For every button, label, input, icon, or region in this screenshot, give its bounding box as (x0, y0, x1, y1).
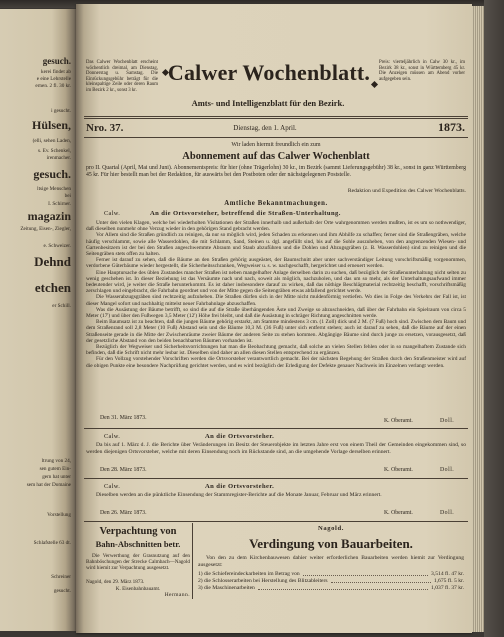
left-page-line: sem hat der Domaine (26, 482, 71, 488)
lease-office: K. Eisenbahnbauamt. (115, 586, 161, 592)
notice-date: Den 26. März 1873. (100, 510, 147, 516)
left-page (0, 9, 76, 631)
official-announcements-heading: Amtliche Bekanntmachungen. (224, 200, 328, 207)
notice-office: K. Oberamt. (384, 467, 413, 473)
left-page-line: gesuch. (42, 56, 71, 66)
notice-date: Den 28. März 1873. (100, 467, 147, 473)
notice-office: K. Oberamt. (384, 510, 413, 516)
left-page-line: Vorstellung (47, 512, 71, 518)
column-divider (192, 523, 193, 599)
leader-dots (258, 585, 428, 590)
notice-paragraph: Unter den vielen Klagen, welche bei wiederholten Visitationen der Straßen innerhalb und außerhalb der Orte wahrgenommen werden mußten, ist es um so nothwendiger, daß dieselben nunmehr ohne Verzug wieder in den gehörigen Stand gebracht werden. (86, 220, 466, 233)
tender-item (198, 578, 464, 585)
left-page-line: ltsige Menschen (37, 186, 71, 192)
newspaper-subtitle: Amts- und Intelligenzblatt für den Bezirk. (191, 98, 345, 108)
notice-office: K. Oberamt. (384, 418, 413, 424)
notice-signer: Doll. (440, 510, 455, 516)
lease-subtitle: Bahn-Abschnitten betr. (95, 539, 181, 549)
tender-item (198, 585, 464, 592)
left-page-line: Schreiner (51, 574, 71, 580)
notice-place: Calw. (104, 433, 121, 440)
tender-item-amount: 1,037 fl. 37 kr. (431, 585, 464, 591)
notice-title: An die Ortsvorsteher, betreffend die Straßen-Unterhaltung. (150, 210, 341, 217)
issue-number: Nro. 37. (86, 122, 124, 134)
notice-paragraph: Dieselben werden an die pünktliche Einsendung der Stammregister-Berichte auf die Monate Januar, Februar und März erinnert. (96, 492, 382, 498)
subscription-text: pro II. Quartal (April, Mai und Juni). Abonnementspreis: für hier (ohne Trägerlohn) 30 kr., im Bezirk (sammt Lieferungsgebühr) 38 kr., sonst in ganz Württemberg 45 kr. Für hier bestellt man bei der Redaktion, für auswärts bei den Postboten oder der nächstgelegenen Poststelle. (86, 165, 466, 178)
subscription-signature: Redaktion und Expedition des Calwer Wochenblatts. (347, 188, 466, 194)
notice-paragraph: Für den Vollzug vorstehender Vorschriften werden die Ortsvorsteher verantwortlich gemacht. Bei der nächsten Begehung der Straßen durch den Straßenmeister wird auf die obigen Punkte eine besondere Nachprüfung gerichtet werden, und es wird bezüglich der Erledigung der Defekte genauer Nachweis im Einzelnen verlangt werden. (86, 356, 466, 369)
tender-item-label: 1) die Schiefereindeckarbeiten im Betrag von (198, 571, 300, 577)
notice-signer: Doll. (440, 418, 455, 424)
tender-item-label: 3) die Maschinenarbeiten (198, 585, 255, 591)
left-page-line: gesuch. (33, 167, 71, 181)
notice-paragraph: Vor Allem sind die Straßen gründlich zu reinigen, da nur so möglich wird, jeden Schaden zu erkennen und ihm Abhilfe zu schaffen; ferner sind die Straßengräben, welche häufig verschlammt, sowie alle Wasserdohlen, die mit Schlamm, Sand, Steinen u. dgl. angefüllt sind, bis auf die Sohle auszuheben, von den angrenzenden Wiesen- und Gartenbesitzern ist der bei den Straßen angeschwemmte Abraum und Staub abzuführen und die Dohlen und Abzugsgräben (z. B. Wasserdohlen) sind zu reinigen und die Seitengräben stets offen zu halten. (86, 232, 466, 258)
left-page-line: (elli, sehen Laden, (32, 138, 71, 144)
rule (84, 478, 468, 479)
left-page-line: Schlafstelle 63 dt. (33, 540, 71, 546)
newspaper-title: Calwer Wochenblatt. (167, 60, 371, 85)
rule (84, 137, 468, 138)
left-page-line: e. Schweizer. (43, 243, 71, 249)
masthead-info-right: Preis: vierteljährlich in Calw 30 kr., im Bezirk 38 kr., sonst in Württemberg 45 kr. Die Anzeigen müssen am Abend vorher aufgegeben sein. (379, 60, 465, 82)
notice-paragraph: Da bis auf 1. März d. J. die Berichte über Veränderungen im Besitz der Steuerobjekte im letzten Jahre erst von einem Theil der Gemeinden eingekommen sind, so werden diejenigen Ortsvorsteher, welche mit deren Einsendung noch im Rückstande sind, an die umgehende Vorlage derselben erinnert. (86, 442, 466, 455)
rule (84, 118, 468, 119)
left-page-line: Hülsen, (31, 118, 71, 132)
tender-intro: Von den zu dem Kirchenbauwesen dahier weiter erforderlichen Bauarbeiten werden hiemit zur Verdingung ausgesetzt: (198, 555, 464, 568)
leader-dots (331, 578, 431, 583)
notice-paragraph: Was die Ausästung der Bäume betrifft, so sind die auf die Straße überhängenden Äste und Zweige so abzuschneiden, daß über der Fahrbahn ein Spielraum von circa 5 Meter (17') und über den Fußwegen 3,5 Meter (12') Höhe frei bleibt, und daß die Ausästung in schräger Richtung angeschnitten werde. (86, 306, 466, 320)
left-page-line: Zeitung, Eisen-, Ziegler, (20, 226, 71, 232)
notice-place: Calw. (104, 210, 121, 217)
masthead-info-left: Das Calwer Wochenblatt erscheint wöchentlich dreimal, am Dienstag, Donnerstag u. Samstag. Die Einrückungsgebühr beträgt für die kleinspaltige Zeile oder deren Raum im Bezirk 2 kr., sonst 3 kr. (86, 60, 158, 93)
tender-place: Nagold. (318, 525, 344, 532)
left-page-line: bei (64, 193, 71, 199)
lease-signer: Hermann. (164, 592, 190, 598)
left-page-line: er Schill. (52, 303, 71, 309)
left-page-line: i gesucht. (51, 108, 71, 114)
rule (84, 521, 468, 522)
left-page-line: e eine Lehrstelle (36, 76, 71, 82)
notice-signer: Doll. (440, 467, 455, 473)
left-page-line: s. Ev. Schenkel, (38, 148, 71, 154)
left-page-line: ltrung von 24, (41, 458, 71, 464)
tender-item-label: 2) die Schlosserarbeiten bei Herstellung des Blitzableiters (198, 578, 328, 584)
issue-date: Dienstag, den 1. April. (233, 124, 297, 132)
issue-year: 1873. (438, 120, 465, 134)
left-page-line: etchen (34, 280, 71, 295)
notice-paragraph: Bezüglich der Wegweiser und Sicherheitsvorrichtungen hat man die Beobachtung gemacht, daß solche an vielen Stellen fehlen oder in so mangelhaftem Zustande sich befinden, daß die Schrift nicht mehr lesbar ist. Dieselben sind daher an allen diesen Stellen entsprechend zu ergänzen. (86, 344, 466, 357)
tender-title: Verdingung von Bauarbeiten. (249, 536, 413, 551)
lease-title: Verpachtung von (99, 526, 177, 537)
leader-dots (303, 571, 428, 576)
notice-date: Den 31. März 1873. (100, 415, 147, 421)
tender-item (198, 571, 464, 578)
notice-paragraph: Eine Hauptursache des üblen Zustandes mancher Straßen ist neben mangelhafter Anlage derselben darin zu suchen, daß bezüglich der Straßenunterhaltung nicht selten zu wenig geschehen ist. In dieser Beziehung ist das Versäumte nach und nach, soweit als möglich, nachzuholen, und das um so mehr, als der Unterhaltungsaufwand immer bedeutender wird, je weiter die Straße herunterkommt. Es ist daher insbesondere darauf zu wirken, daß das nöthige Beschlägmaterial rechtzeitig beschafft, vorschriftsmäßig zerschlagen und eingebracht, die Fahrbahn geordnet und von der Mitte gegen die Seitengräben etwas abfallend gerichtet werde. (86, 269, 466, 295)
notice-paragraph: Die Wasserabzugsgräben sind rechtzeitig aufzuheben. Die Straßen dürfen sich in der Mitte nicht muldenförmig vertiefen. Wo dies in Folge des Verkehrs der Fall ist, ist dieser Mangel sofort und nachhaltig mittelst neuer Fahrbahnlage abzuschaffen. (86, 294, 466, 307)
left-page-line: ernen. 2 fl. 30 kr. (35, 83, 71, 89)
rule (84, 116, 468, 117)
left-page-line: magazin (27, 209, 71, 223)
left-page-line: gesucht. (53, 588, 71, 594)
left-page-line: irenmacher. (46, 155, 71, 161)
subscription-invite: Wir laden hiermit freundlich ein zum (231, 142, 321, 148)
notice-title: An die Ortsvorsteher. (205, 433, 275, 440)
book-background (484, 0, 504, 637)
left-page-line: I. Schirner. (48, 201, 71, 207)
notice-paragraph: Ferner ist darauf zu sehen, daß die Bäume an den Straßen gehörig ausgeästet, der Baumschnitt aber unter sachverständiger Leitung vorschriftsmäßig vorgenommen, verdorbene Güterbäume wieder hergestellt, die Sicherheitsschranken, Wegweiser u. s. w. nachgeschafft, hergerichtet und erneuert werden. (86, 257, 466, 270)
lease-date: Nagold, den 29. März 1873. (86, 579, 145, 585)
notice-body (86, 220, 466, 369)
notice-body (86, 492, 466, 499)
left-page-line: sen gutem Ein- (39, 466, 71, 472)
notice-paragraph: Beim Baumsatz ist zu beachten, daß die jungen Bäume gehörig erstarkt, am Stamme mindestens 3 cm. (1 Zoll) dick und 2 M. (7 Fuß) hoch sind. Zwischen dem Baum und dem Straßenrand soll 2,8 Meter (10 Fuß) Abstand sein und die Bäume 10,3 M. (36 Fuß) unter sich entfernt stehen; auch ist darauf zu sehen, daß die Bäume auf der einen Straßenseite gerade in die Mitte der Zwischenräume zweier Bäume der anderen Seite zu stehen kommen. Abgängige Bäume sind durch junge zu ersetzen, vorausgesetzt, daß der gesetzliche Abstand von den beiden benachbarten Bäumen vorhanden ist. (86, 319, 466, 344)
lease-text: Die Verwerthung der Grasnutzung auf den Bahnböschungen der Strecke Calmbach—Nagold wird hiemit zur Verpachtung ausgesetzt. (86, 553, 190, 571)
subscription-heading: Abonnement auf das Calwer Wochenblatt (182, 151, 370, 162)
left-page-line: kerei findet ab (41, 69, 71, 75)
tender-item-amount: 3,514 fl. 47 kr. (431, 571, 464, 577)
notice-place: Calw. (104, 483, 121, 490)
left-page-line: Dehnd (34, 254, 71, 269)
page-edges (472, 6, 484, 632)
notice-body (86, 442, 466, 455)
tender-item-amount: 1,675 fl. 5 kr. (433, 578, 464, 584)
left-page-line: gern hat unter (42, 474, 71, 480)
rule (84, 428, 468, 429)
notice-title: An die Ortsvorsteher. (205, 483, 275, 490)
